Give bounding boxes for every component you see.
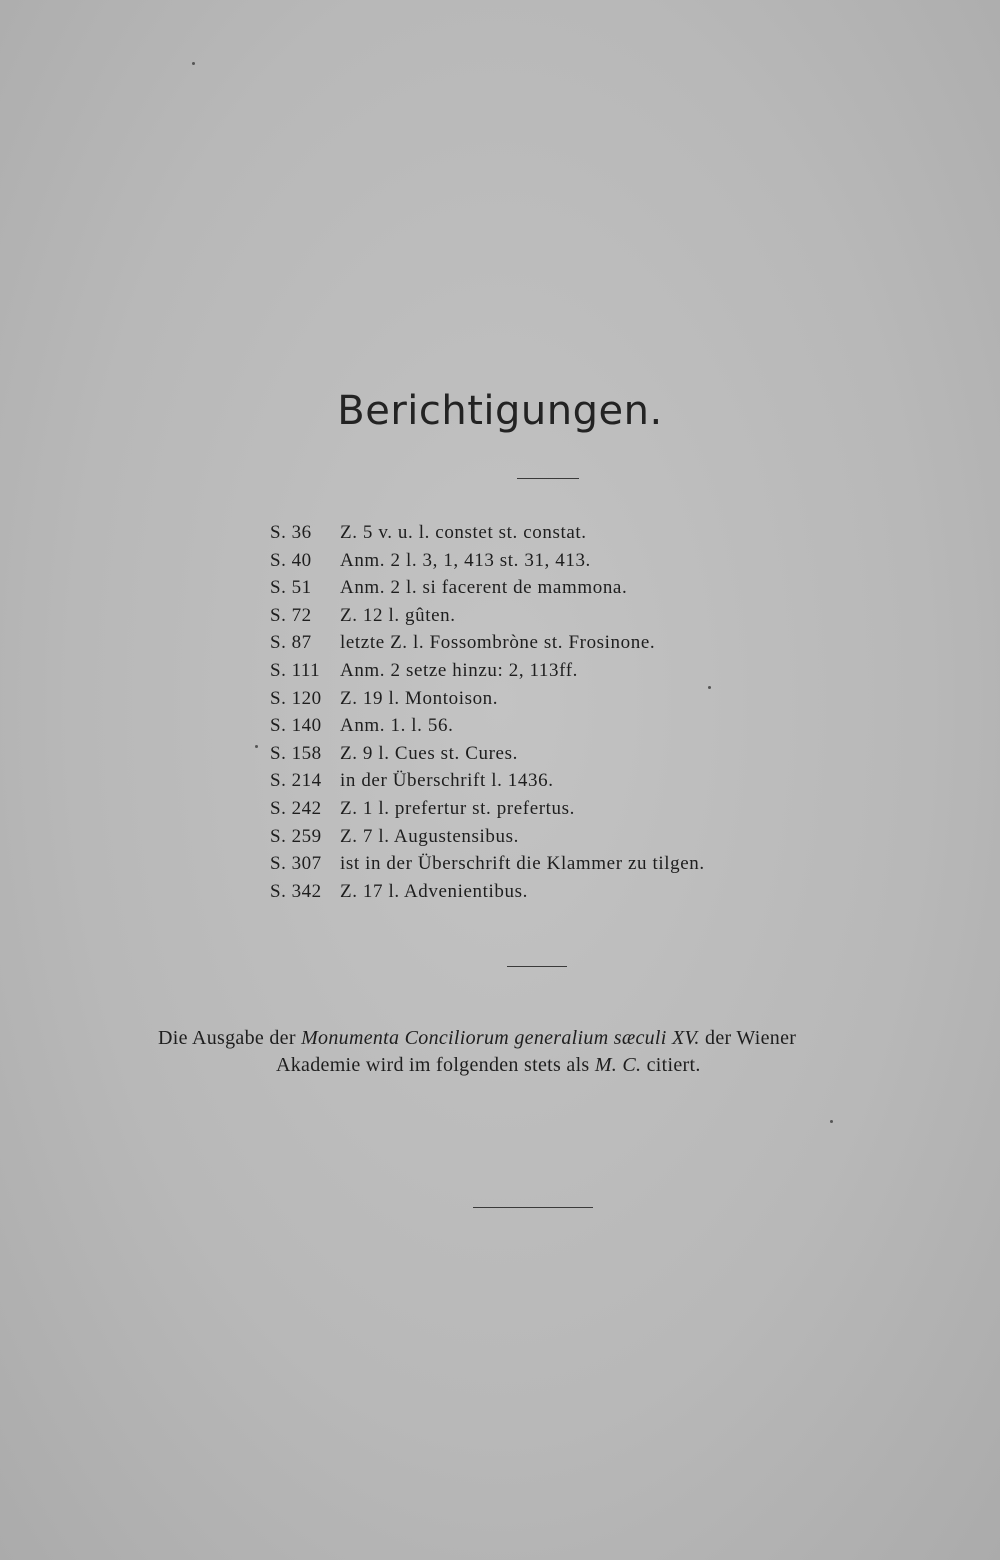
page-title: Berichtigungen. xyxy=(337,388,663,434)
errata-page-ref: S. 242 xyxy=(270,797,322,819)
paper-speck xyxy=(192,62,195,65)
errata-correction: Z. 12 l. gûten. xyxy=(340,604,456,626)
errata-item xyxy=(270,685,830,713)
citation-note xyxy=(158,1025,928,1079)
errata-item xyxy=(270,795,830,823)
errata-correction: Z. 7 l. Augustensibus. xyxy=(340,825,519,847)
errata-item xyxy=(270,519,830,547)
errata-page-ref: S. 111 xyxy=(270,659,321,681)
errata-correction: ist in der Überschrift die Klammer zu tilgen. xyxy=(340,853,705,875)
paper-speck xyxy=(255,745,258,748)
errata-page-ref: S. 40 xyxy=(270,549,312,571)
citation-note-line-2: Akademie wird im folgenden stets als M. C. citiert. xyxy=(276,1054,701,1076)
errata-correction: Anm. 2 setze hinzu: 2, 113ff. xyxy=(340,659,578,681)
errata-item xyxy=(270,878,830,906)
errata-page-ref: S. 307 xyxy=(270,853,322,875)
errata-page-ref: S. 51 xyxy=(270,577,312,599)
errata-correction: in der Überschrift l. 1436. xyxy=(340,770,554,792)
errata-correction: Anm. 1. l. 56. xyxy=(340,715,454,737)
errata-page-ref: S. 72 xyxy=(270,604,312,626)
errata-correction: Anm. 2 l. si facerent de mammona. xyxy=(340,577,628,599)
errata-item xyxy=(270,740,830,768)
errata-list xyxy=(270,519,830,905)
errata-correction: Z. 19 l. Montoison. xyxy=(340,687,499,709)
errata-item xyxy=(270,574,830,602)
errata-item xyxy=(270,657,830,685)
errata-page-ref: S. 158 xyxy=(270,742,322,764)
errata-page-ref: S. 259 xyxy=(270,825,322,847)
errata-page-ref: S. 342 xyxy=(270,880,322,902)
paper-speck xyxy=(708,686,711,689)
divider-under-title xyxy=(517,478,579,479)
errata-correction: letzte Z. l. Fossombròne st. Frosinone. xyxy=(340,632,656,654)
edition-abbreviation: M. C. xyxy=(594,1054,642,1076)
errata-page-ref: S. 87 xyxy=(270,632,312,654)
errata-item xyxy=(270,823,830,851)
errata-item xyxy=(270,850,830,878)
divider-bottom xyxy=(473,1207,593,1208)
errata-correction: Z. 1 l. prefertur st. prefertus. xyxy=(340,797,575,819)
errata-correction: Z. 17 l. Advenientibus. xyxy=(340,880,528,902)
errata-correction: Anm. 2 l. 3, 1, 413 st. 31, 413. xyxy=(340,549,591,571)
errata-page-ref: S. 36 xyxy=(270,522,312,543)
errata-item xyxy=(270,767,830,795)
divider-after-errata xyxy=(507,966,567,967)
errata-correction: Z. 5 v. u. l. constet st. constat. xyxy=(340,522,587,543)
errata-page-ref: S. 214 xyxy=(270,770,322,792)
errata-page-ref: S. 140 xyxy=(270,715,322,737)
errata-page-ref: S. 120 xyxy=(270,687,322,709)
errata-item xyxy=(270,602,830,630)
paper-speck xyxy=(830,1120,833,1123)
errata-item xyxy=(270,629,830,657)
errata-item xyxy=(270,547,830,575)
edition-title: Monumenta Conciliorum generalium sæculi XV. xyxy=(301,1027,700,1049)
errata-item xyxy=(270,712,830,740)
errata-correction: Z. 9 l. Cues st. Cures. xyxy=(340,742,518,764)
citation-note-line-1: Die Ausgabe der Monumenta Conciliorum generalium sæculi XV. der Wiener xyxy=(158,1027,797,1049)
